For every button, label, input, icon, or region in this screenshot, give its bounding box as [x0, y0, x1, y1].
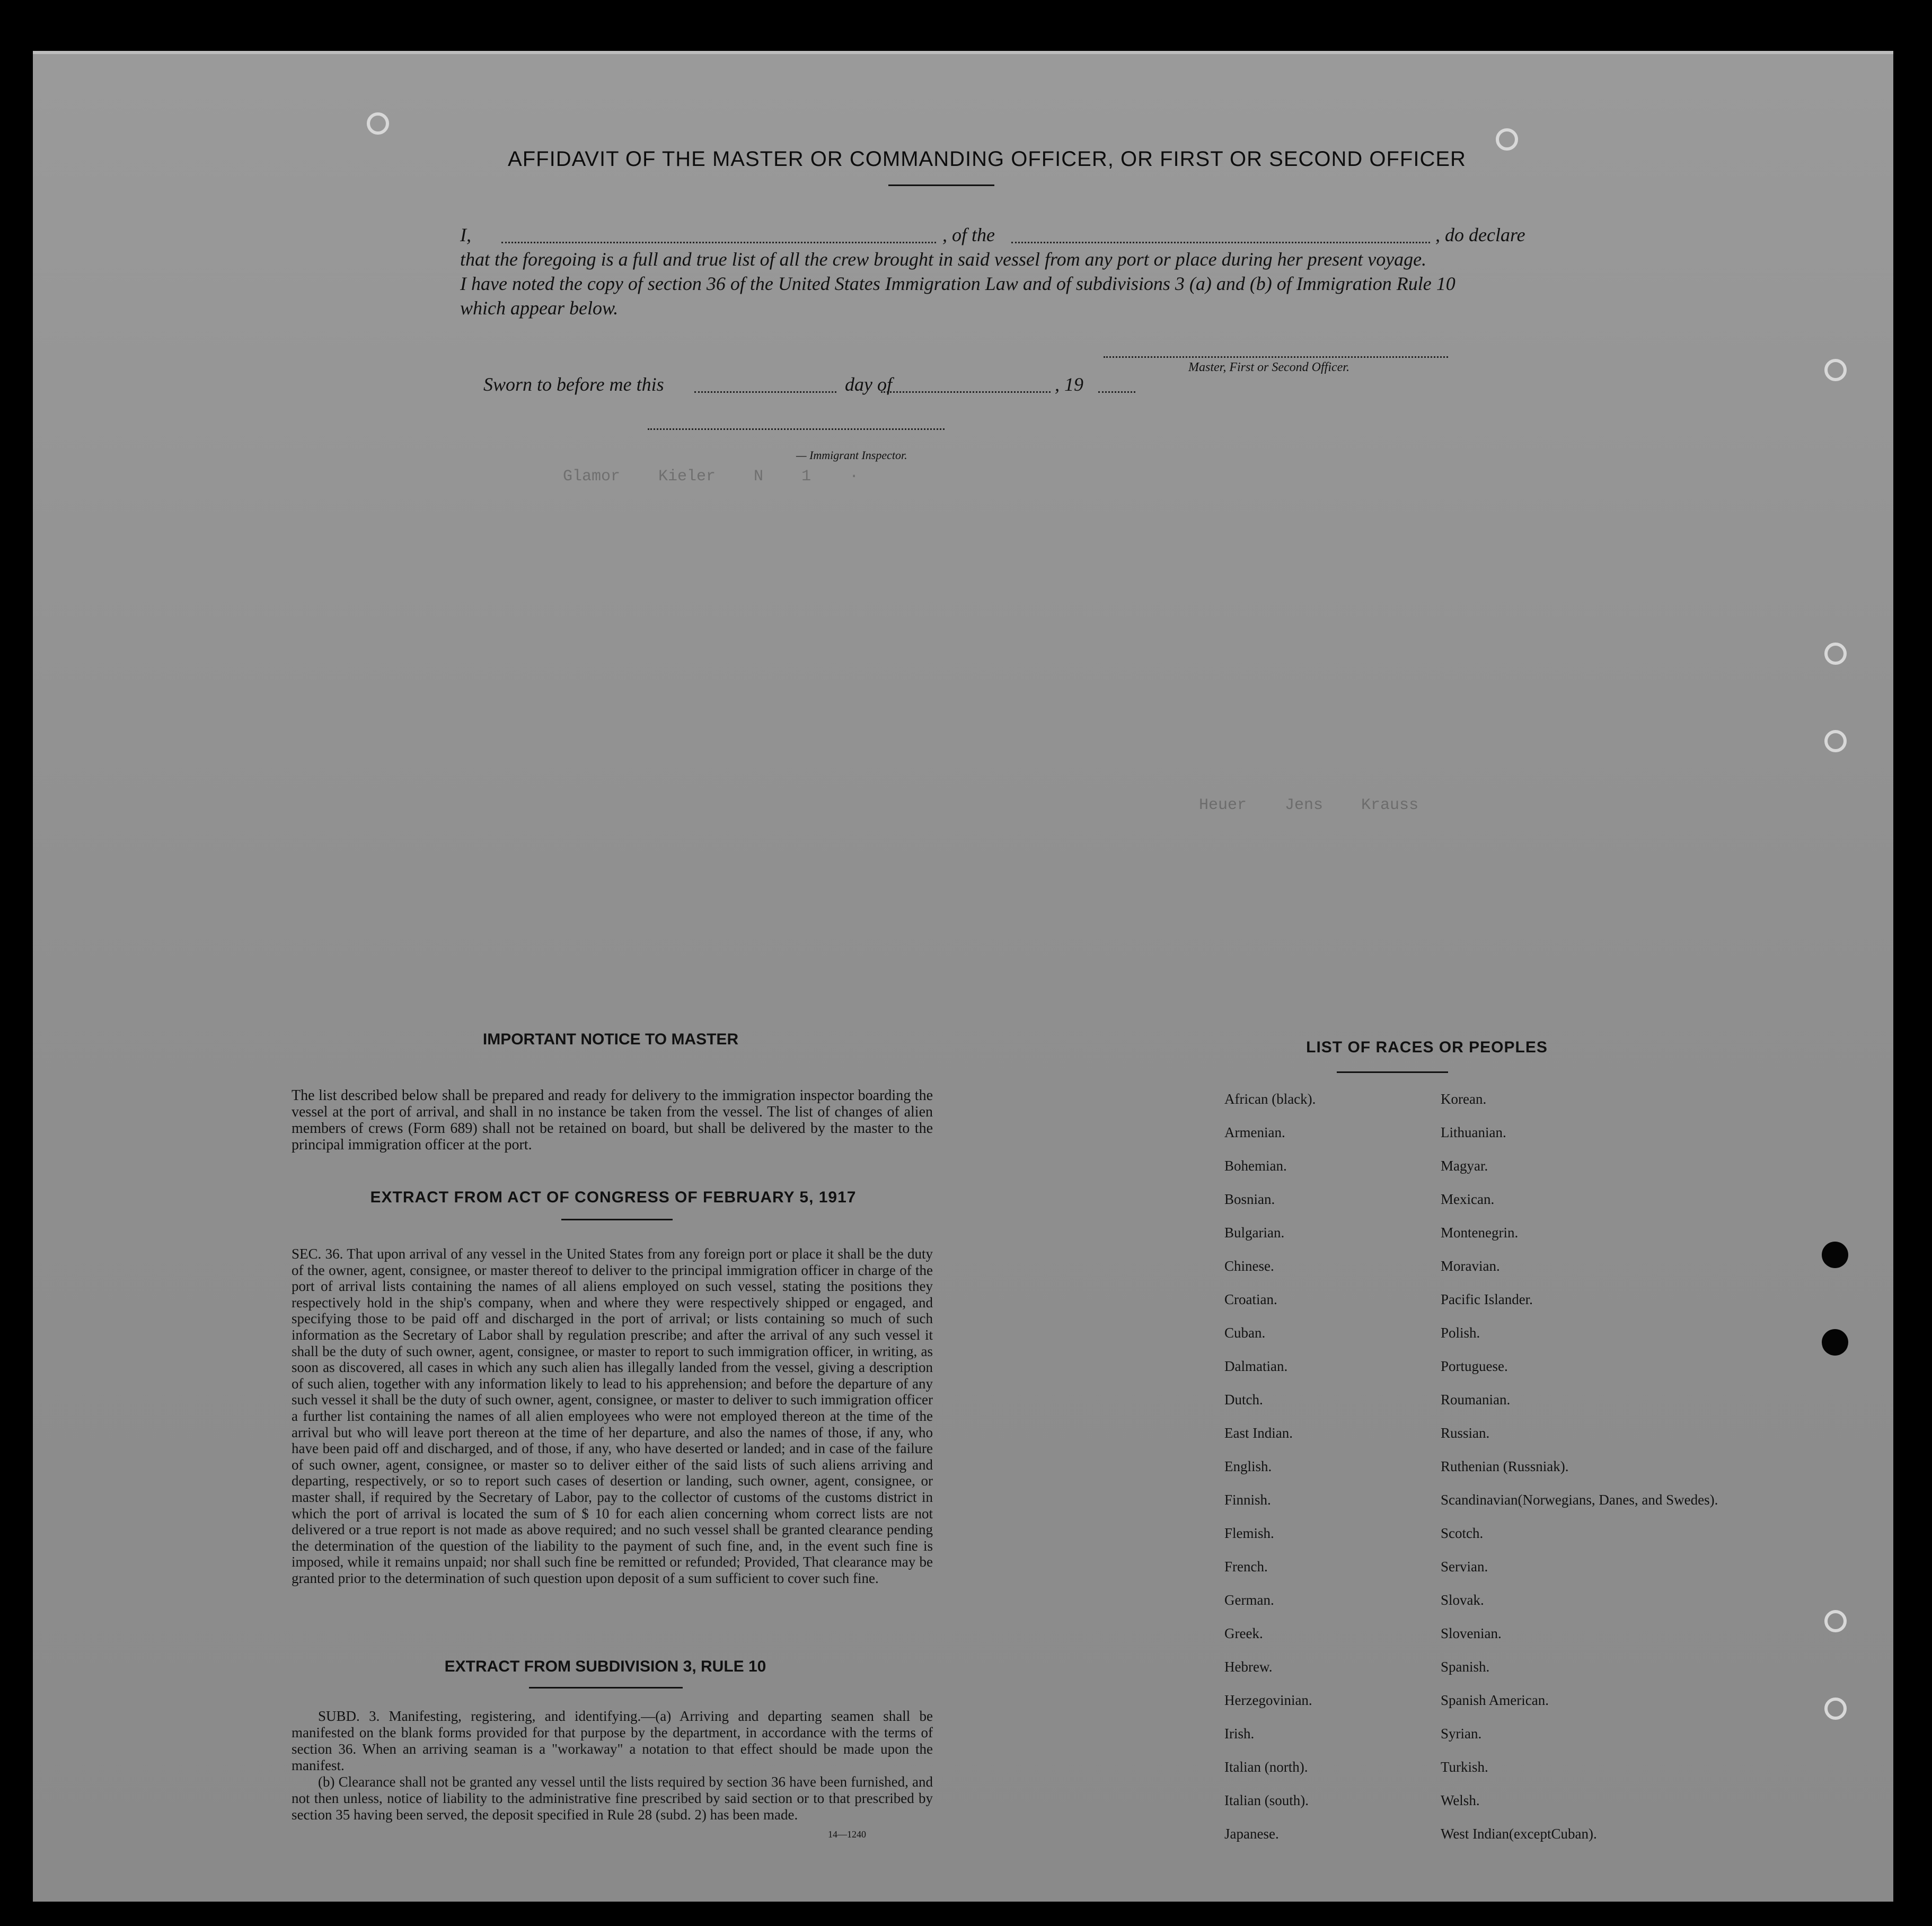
- affidavit-line-4: which appear below.: [460, 297, 619, 319]
- subdivision-para-b: (b) Clearance shall not be granted any vessel until the lists required by section 36 have been furnished, and not then unless, notice of liability to the administrative fine prescribed by said section or to that prescribed by section 35 having been served, the deposit specified in Rule 28 (subd. 2) has been made.: [292, 1774, 933, 1823]
- day-of-label: day of: [845, 374, 892, 395]
- race-item: Servian.: [1441, 1559, 1488, 1575]
- title-rule: [888, 184, 994, 186]
- form-number: 14—1240: [828, 1829, 866, 1840]
- master-signature-label: Master, First or Second Officer.: [1188, 360, 1349, 374]
- race-item: Bosnian.: [1224, 1191, 1275, 1207]
- notice-body: The list described below shall be prepared and ready for delivery to the immigration inspector boarding the vessel at the port of arrival, and shall in no instance be taken from the vessel. The list of changes of alien members of crews (Form 689) shall not be retained on board, but shall be delivered by the master to the principal immigration officer at the port.: [292, 1087, 933, 1153]
- subdivision-title: EXTRACT FROM SUBDIVISION 3, RULE 10: [444, 1658, 766, 1675]
- sworn-label: Sworn to before me this: [483, 374, 664, 395]
- race-item: Mexican.: [1441, 1191, 1495, 1207]
- year-label: , 19: [1055, 374, 1083, 395]
- race-item: Chinese.: [1224, 1258, 1274, 1274]
- race-item: Scotch.: [1441, 1525, 1484, 1541]
- race-item: Polish.: [1441, 1325, 1480, 1341]
- race-item: Lithuanian.: [1441, 1124, 1506, 1140]
- punch-hole-dark: [1822, 1329, 1848, 1356]
- name-field[interactable]: [501, 242, 936, 243]
- race-item: Japanese.: [1224, 1826, 1279, 1842]
- punch-hole: [1824, 1698, 1847, 1720]
- affidavit-line-3: I have noted the copy of section 36 of the United States Immigration Law and of subdivisions 3 (a) and (b) of Immigration Rule 10: [460, 273, 1455, 294]
- race-item: Welsh.: [1441, 1792, 1480, 1808]
- subdivision-rule: [529, 1687, 683, 1688]
- document-page: [33, 51, 1893, 1902]
- race-item: Syrian.: [1441, 1726, 1482, 1742]
- race-item: Portuguese.: [1441, 1358, 1508, 1374]
- race-item: German.: [1224, 1592, 1274, 1608]
- race-item: African (black).: [1224, 1091, 1316, 1107]
- race-item: Bulgarian.: [1224, 1225, 1285, 1241]
- race-item: Moravian.: [1441, 1258, 1500, 1274]
- race-item: French.: [1224, 1559, 1268, 1575]
- race-item: Slovenian.: [1441, 1625, 1502, 1641]
- master-signature-field[interactable]: [1104, 356, 1448, 358]
- race-item: Magyar.: [1441, 1158, 1488, 1174]
- act-rule: [561, 1219, 673, 1220]
- races-rule: [1337, 1071, 1448, 1073]
- affidavit-line-2: that the foregoing is a full and true list of all the crew brought in said vessel from any port or place during her present voyage.: [460, 249, 1427, 270]
- race-item: Montenegrin.: [1441, 1225, 1519, 1241]
- sworn-month-field[interactable]: [881, 391, 1051, 393]
- sworn-year-field[interactable]: [1098, 391, 1135, 393]
- race-item: English.: [1224, 1458, 1272, 1474]
- race-item: Italian (north).: [1224, 1759, 1308, 1775]
- race-item: Hebrew.: [1224, 1659, 1273, 1675]
- i-label: I,: [460, 224, 471, 245]
- punch-hole-dark: [1822, 1242, 1848, 1268]
- subdivision-body: [292, 1708, 933, 1823]
- race-item: Greek.: [1224, 1625, 1263, 1641]
- race-item: Scandinavian(Norwegians, Danes, and Swedes).: [1441, 1492, 1718, 1508]
- race-item: Flemish.: [1224, 1525, 1274, 1541]
- races-column-right: [1441, 1090, 1718, 1859]
- race-item: East Indian.: [1224, 1425, 1293, 1441]
- race-item: Dalmatian.: [1224, 1358, 1288, 1374]
- races-column-left: [1224, 1090, 1316, 1859]
- subdivision-para-a: SUBD. 3. Manifesting, registering, and identifying.—(a) Arriving and departing seamen shall be manifested on the blank forms provided for that purpose by the department, in accordance with the terms of section 36. When an arriving seaman is a "workaway" a notation to that effect should be made upon the manifest.: [292, 1708, 933, 1773]
- race-item: West Indian(exceptCuban).: [1441, 1826, 1597, 1842]
- punch-hole: [1824, 643, 1847, 665]
- race-item: Irish.: [1224, 1726, 1255, 1742]
- race-item: Turkish.: [1441, 1759, 1488, 1775]
- race-item: Ruthenian (Russniak).: [1441, 1458, 1569, 1474]
- act-body: SEC. 36. That upon arrival of any vessel in the United States from any foreign port or place it shall be the duty of the owner, agent, consignee, or master thereof to deliver to the principal immigration officer in charge of the port of arrival lists containing the names of all aliens employed on such vessel, stating the positions they respectively hold in the ship's company, when and where they were respectively shipped or engaged, and specifying those to be paid off and discharged in the port of arrival; or lists containing so much of such information as the Secretary of Labor shall by regulation prescribe; and after the arrival of any such vessel it shall be the duty of such owner, agent, consignee, or master to report to such immigration officer, in writing, as soon as discovered, all cases in which any such alien has illegally landed from the vessel, giving a description of such alien, together with any information likely to lead to his apprehension; and before the departure of any such vessel it shall be the duty of such owner, agent, consignee, or master to deliver to such immigration officer a further list containing the names of all alien employees who were not employed thereon at the time of the arrival but who will leave port thereon at the time of her departure, and also the names of those, if any, who have been paid off and discharged, and of those, if any, who have deserted or landed; and in case of the failure of such owner, agent, consignee, or master so to deliver either of the said lists of such aliens arriving and departing, respectively, or so to report such cases of desertion or landing, such owner, agent, consignee, or master shall, if required by the Secretary of Labor, pay to the collector of customs of the customs district in which the port of arrival is located the sum of $ 10 for each alien concerning whom correct lists are not delivered or a true report is not made as above required; and no such vessel shall be granted clearance pending the determination of the question of the liability to the payment of such fine, and, in the event such fine is imposed, while it remains unpaid; nor shall such fine be remitted or refunded; Provided, That clearance may be granted prior to the determination of such question upon deposit of a sum sufficient to cover such fine.: [292, 1246, 933, 1586]
- race-item: Korean.: [1441, 1091, 1487, 1107]
- of-the-label: , of the: [942, 224, 995, 245]
- race-item: Herzegovinian.: [1224, 1692, 1312, 1708]
- do-declare-label: , do declare: [1435, 224, 1525, 245]
- vessel-field[interactable]: [1011, 242, 1430, 243]
- race-item: Slovak.: [1441, 1592, 1484, 1608]
- race-item: Cuban.: [1224, 1325, 1266, 1341]
- races-title: LIST OF RACES OR PEOPLES: [1306, 1039, 1548, 1056]
- race-item: Russian.: [1441, 1425, 1490, 1441]
- race-item: Dutch.: [1224, 1392, 1263, 1408]
- race-item: Armenian.: [1224, 1124, 1285, 1140]
- sworn-day-field[interactable]: [694, 391, 836, 393]
- act-title: EXTRACT FROM ACT OF CONGRESS OF FEBRUARY 5, 1917: [370, 1189, 857, 1206]
- race-item: Spanish American.: [1441, 1692, 1549, 1708]
- race-item: Spanish.: [1441, 1659, 1490, 1675]
- affidavit-line-1: [460, 223, 1525, 247]
- bleed-through-text: Heuer Jens Krauss: [1199, 796, 1419, 814]
- race-item: Italian (south).: [1224, 1792, 1309, 1808]
- race-item: Roumanian.: [1441, 1392, 1511, 1408]
- race-item: Finnish.: [1224, 1492, 1271, 1508]
- punch-hole: [1824, 730, 1847, 752]
- notice-title: IMPORTANT NOTICE TO MASTER: [482, 1031, 739, 1048]
- affidavit-title: AFFIDAVIT OF THE MASTER OR COMMANDING OFFICER, OR FIRST OR SECOND OFFICER: [508, 147, 1466, 171]
- inspector-signature-field[interactable]: [648, 428, 945, 430]
- race-item: Croatian.: [1224, 1291, 1277, 1307]
- inspector-label: — Immigrant Inspector.: [796, 448, 907, 462]
- bleed-through-text: Glamor Kieler N 1 ·: [563, 468, 859, 486]
- punch-hole: [1824, 359, 1847, 381]
- race-item: Bohemian.: [1224, 1158, 1287, 1174]
- punch-hole: [1824, 1610, 1847, 1632]
- punch-hole: [367, 112, 389, 135]
- race-item: Pacific Islander.: [1441, 1291, 1533, 1307]
